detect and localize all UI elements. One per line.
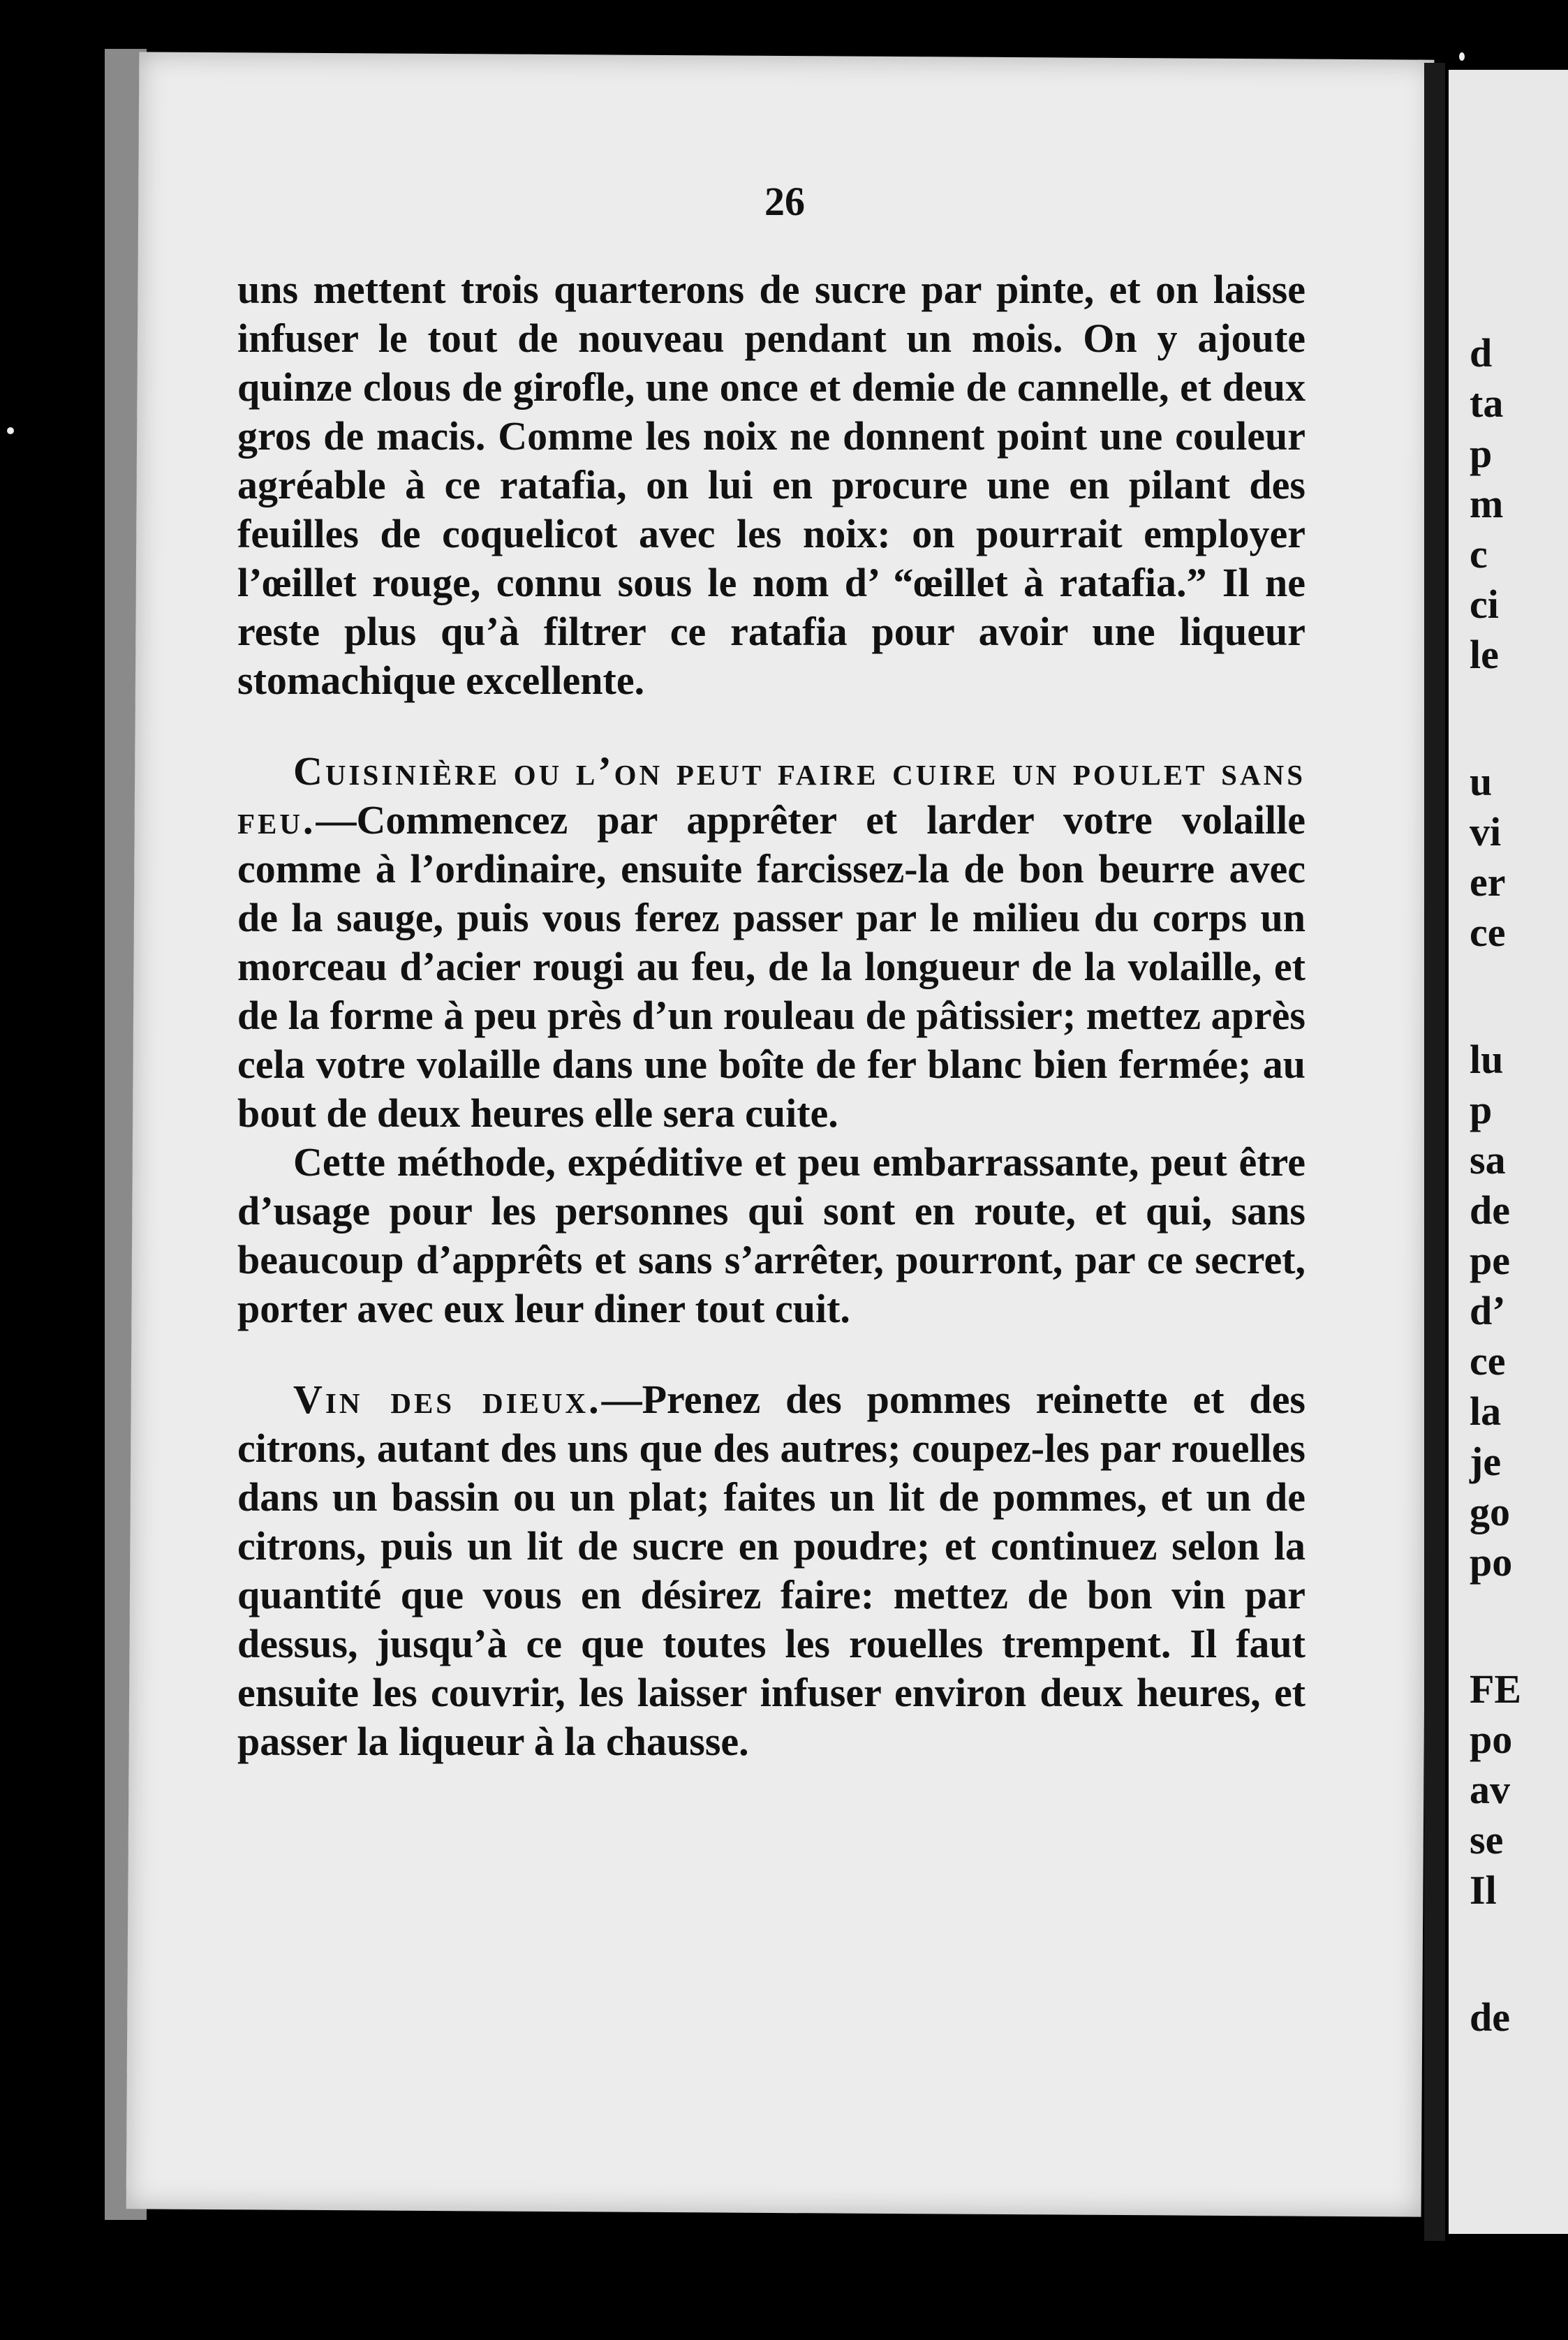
- book-gutter: [1424, 63, 1445, 2241]
- fragment: u: [1470, 759, 1493, 804]
- fragment: p: [1470, 1087, 1493, 1132]
- fragment: je: [1470, 1439, 1502, 1484]
- recipe-text: —Prenez des pommes reinette et des citrons, autant des uns que des autres; coupez-les par rouelles dans un bassin ou un plat; faites un lit de pommes, et un de citrons, puis un lit de sucre en poudre; et continuez selon la quantité que vous en désirez faire: mettez de bon vin par dessus, jusqu’à ce que toutes les rouelles trempent. Il faut ensuite les couvrir, les laisser infuser environ deux heures, et passer la liqueur à la chausse.: [237, 1377, 1306, 1764]
- fragment: d’: [1470, 1288, 1506, 1333]
- fragment: ci: [1470, 582, 1499, 627]
- fragment: ta: [1470, 380, 1504, 426]
- fragment: m: [1470, 481, 1504, 526]
- fragment: er: [1470, 859, 1506, 905]
- fragment: po: [1470, 1539, 1513, 1585]
- fragment: sa: [1470, 1137, 1506, 1183]
- fragment: vi: [1470, 809, 1502, 854]
- fragment: d: [1470, 330, 1493, 376]
- fragment: po: [1470, 1717, 1513, 1762]
- recipe-vin-des-dieux: [237, 1375, 1306, 1766]
- recipe-cuisiniere: [237, 747, 1306, 1138]
- fragment: le: [1470, 632, 1499, 677]
- fragment: av: [1470, 1767, 1510, 1812]
- paragraph-methode: Cette méthode, expéditive et peu embarrassante, peut être d’usage pour les personnes qui sont en route, et qui, sans beaucoup d’apprêts et sans s’arrêter, pourront, par ce secret, porter avec eux leur diner tout cuit.: [237, 1139, 1306, 1331]
- fragment: pe: [1470, 1238, 1510, 1283]
- fragment: ce: [1470, 1338, 1506, 1384]
- fragment: la: [1470, 1389, 1502, 1434]
- facing-page-text: [1470, 328, 1567, 2043]
- paragraph-ratafia-end: uns mettent trois quarterons de sucre par pinte, et on laisse infuser le tout de nouveau pendant un mois. On y ajoute quinze clous de girofle, une once et demie de cannelle, et deux gros de macis. Comme les noix ne donnent point une couleur agréable à ce ratafia, on lui en procure une en pilant des feuilles de coquelicot avec les noix: on pourrait employer l’œillet rouge, connu sous le nom d’ “œillet à ratafia.” Il ne reste plus qu’à filtrer ce ratafia pour avoir une liqueur stomachique excellente.: [237, 267, 1306, 703]
- page-number: 26: [764, 179, 805, 224]
- page-body: [237, 265, 1306, 1766]
- fragment: lu: [1470, 1037, 1504, 1082]
- recipe-heading: Cuisinière ou l’on peut faire cuire un poulet sans feu.: [237, 748, 1306, 843]
- recipe-heading: Vin des dieux.: [293, 1377, 602, 1422]
- fragment: FE: [1470, 1666, 1522, 1712]
- fragment: go: [1470, 1489, 1510, 1534]
- fragment: de: [1470, 1187, 1510, 1233]
- fragment: Il: [1470, 1867, 1497, 1913]
- fragment: c: [1470, 531, 1488, 577]
- recipe-text: —Commencez par apprêter et larder votre volaille comme à l’ordinaire, ensuite farcissez-la de bon beurre avec de la sauge, puis vous ferez passer par le milieu du corps un morceau d’acier rougi au feu, de la longueur de la volaille, et de la forme à peu près d’un rouleau de pâtissier; mettez après cela votre volaille dans une boîte de fer blanc bien fermée; au bout de deux heures elle sera cuite.: [237, 797, 1306, 1136]
- fragment: ce: [1470, 910, 1506, 955]
- speck: [7, 427, 14, 434]
- fragment: p: [1470, 431, 1493, 476]
- fragment: de: [1470, 1994, 1510, 2040]
- fragment: se: [1470, 1817, 1504, 1863]
- speck: [1459, 52, 1465, 61]
